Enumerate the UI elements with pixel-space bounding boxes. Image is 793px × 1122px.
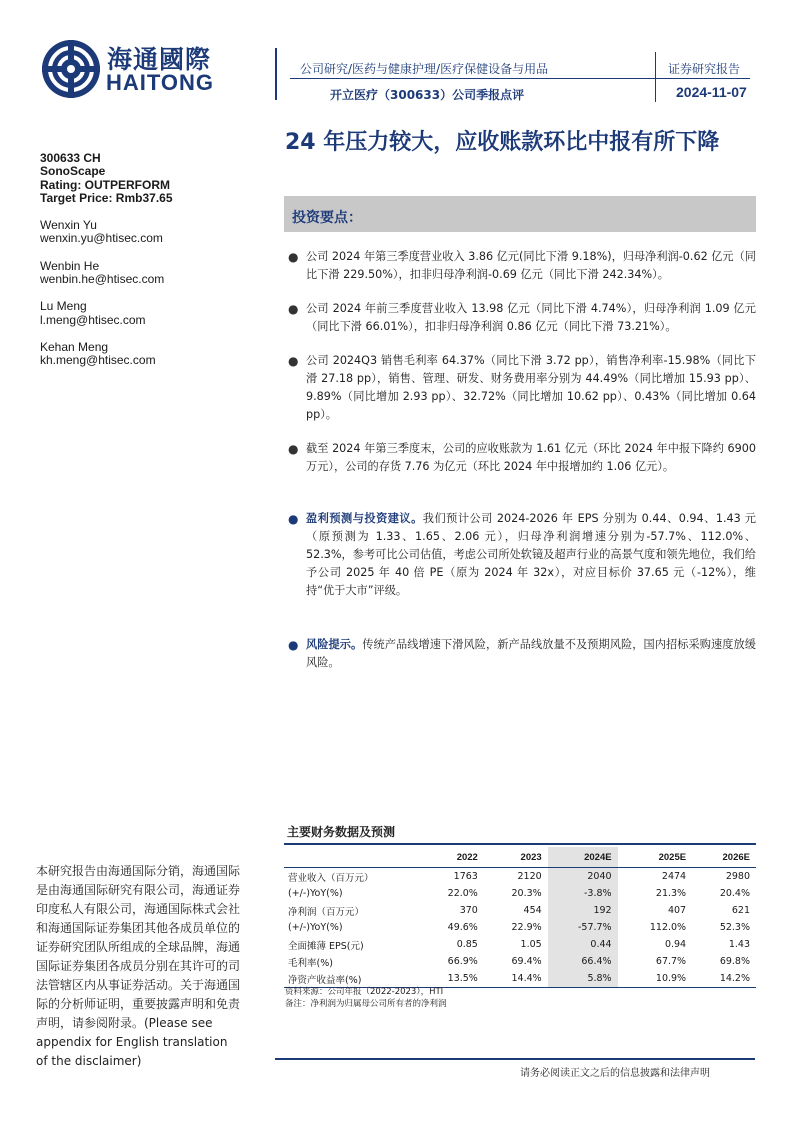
table-cell: 2474	[661, 871, 687, 882]
row-label: (+/-)YoY(%)	[288, 922, 343, 933]
analyst-name: Kehan Meng	[40, 339, 109, 354]
column-header: 2023	[484, 847, 548, 868]
key-points-label: 投资要点：	[292, 210, 362, 226]
table-cell: 20.3%	[511, 888, 542, 899]
list-item	[286, 352, 756, 424]
logo-text-cn: 海通國際	[107, 45, 212, 74]
row-label: 净利润（百万元）	[288, 906, 365, 918]
risk-item	[286, 636, 756, 672]
table-cell: 2040	[548, 868, 618, 886]
table-cell: 192	[548, 902, 618, 919]
list-item	[286, 248, 756, 284]
bullet-text: 截至 2024 年第三季度末，公司的应收账款为 1.61 亿元（环比 2024 年中报下降约 6900 万元），公司的存货 7.76 为亿元（环比 2024 年中报增加约 1.06 亿元）。	[306, 442, 756, 473]
column-header: 2022	[420, 847, 484, 868]
stock-name: SonoScape	[40, 164, 106, 179]
analyst-entry	[40, 341, 240, 368]
column-header: 2025E	[618, 847, 693, 868]
header-rule	[290, 78, 750, 79]
risk-lead: 风险提示。	[306, 638, 363, 651]
financial-table-rule	[284, 843, 756, 845]
analyst-email[interactable]: wenxin.yu@htisec.com	[40, 231, 163, 246]
table-cell: 67.7%	[655, 956, 687, 967]
risk-text: 传统产品线增速下滑风险，新产品线放量不及预期风险，国内招标采购速度放缓风险。	[306, 638, 756, 669]
row-label: 全面摊薄 EPS(元)	[288, 940, 364, 952]
table-source: 资料来源：公司年报（2022-2023），HTI	[285, 987, 444, 997]
key-points-list	[286, 248, 756, 672]
footer-rule	[275, 1058, 755, 1060]
report-date: 2024-11-07	[676, 84, 747, 100]
analyst-entry	[40, 219, 240, 246]
row-label: 营业收入（百万元）	[288, 872, 374, 884]
row-label: 净资产收益率(%)	[284, 970, 420, 988]
table-cell: 0.94	[664, 939, 687, 950]
header-divider-right	[655, 52, 656, 102]
table-cell: 5.8%	[548, 970, 618, 988]
analyst-name: Wenbin He	[40, 258, 100, 273]
financial-table	[284, 847, 756, 988]
table-cell: -57.7%	[548, 919, 618, 936]
analyst-email[interactable]: l.meng@htisec.com	[40, 312, 146, 327]
table-cell: 621	[731, 905, 750, 916]
column-header: 2026E	[692, 847, 756, 868]
table-cell: 69.4%	[511, 956, 542, 967]
stock-code: 300633 CH	[40, 151, 101, 165]
table-cell: 370	[459, 905, 478, 916]
table-cell: 0.85	[456, 939, 478, 950]
table-cell: 112.0%	[649, 922, 687, 933]
table-cell: 2980	[725, 871, 750, 882]
bullet-icon: ●	[288, 638, 299, 652]
analyst-email[interactable]: wenbin.he@htisec.com	[40, 272, 165, 287]
column-header: 2024E	[548, 847, 618, 868]
table-cell: 1763	[453, 871, 478, 882]
analyst-email[interactable]: kh.meng@htisec.com	[40, 353, 156, 368]
table-row	[284, 919, 756, 936]
bullet-text: 公司 2024Q3 销售毛利率 64.37%（同比下滑 3.72 pp），销售净利率-15.98%（同比下滑 27.18 pp），销售、管理、研发、财务费用率分别为 44.49%（同比增加 15.93 pp）、9.89%（同比增加 2.93 pp）、32.72%（同比增加 10.62 pp）、0.43%（同比增加 0.64 pp）。	[306, 354, 756, 421]
haitong-logo-icon	[40, 38, 102, 100]
header-divider	[275, 48, 277, 100]
bullet-icon: ●	[288, 442, 299, 456]
analyst-name: Wenxin Yu	[40, 218, 97, 233]
row-label: (+/-)YoY(%)	[288, 888, 343, 899]
table-cell: 2120	[517, 871, 542, 882]
table-cell: 22.0%	[447, 888, 478, 899]
table-cell: 1.05	[520, 939, 542, 950]
table-cell: 66.4%	[548, 953, 618, 970]
table-row	[284, 902, 756, 919]
column-header	[284, 847, 420, 868]
table-cell: 22.9%	[511, 922, 542, 933]
table-cell: 13.5%	[420, 970, 484, 988]
target-price: Target Price: Rmb37.65	[40, 190, 173, 205]
report-title: 24 年压力较大，应收账款环比中报有所下降	[285, 130, 720, 155]
table-cell: 49.6%	[447, 922, 478, 933]
table-cell: 407	[667, 905, 687, 916]
list-item	[286, 300, 756, 336]
table-cell: -3.8%	[548, 885, 618, 902]
table-row	[284, 953, 756, 970]
footer-notice: 请务必阅读正文之后的信息披露和法律声明	[520, 1068, 710, 1079]
bullet-icon: ●	[288, 250, 299, 264]
table-note: 备注：净利润为归属母公司所有者的净利润	[285, 999, 447, 1009]
list-item	[286, 440, 756, 476]
bullet-icon: ●	[288, 354, 299, 368]
report-category: 公司研究/医药与健康护理/医疗保健设备与用品	[300, 62, 549, 76]
table-cell: 1.43	[728, 939, 750, 950]
analyst-name: Lu Meng	[40, 299, 87, 314]
analyst-entry	[40, 260, 240, 287]
table-cell: 0.44	[548, 936, 618, 953]
bullet-text: 公司 2024 年前三季度营业收入 13.98 亿元（同比下滑 4.74%），归母净利润 1.09 亿元（同比下滑 66.01%），扣非归母净利润 0.86 亿元（同比下滑 73.21%）。	[306, 302, 756, 333]
analyst-entry	[40, 300, 240, 327]
bullet-icon: ●	[288, 302, 299, 316]
table-cell: 21.3%	[655, 888, 687, 899]
table-cell: 10.9%	[618, 970, 693, 988]
table-cell: 14.4%	[484, 970, 548, 988]
table-row	[284, 868, 756, 886]
report-subtitle: 开立医疗（300633）公司季报点评	[330, 88, 525, 102]
stock-info-panel	[40, 152, 240, 368]
forecast-lead: 盈利预测与投资建议。	[306, 512, 423, 525]
distribution-disclaimer: 本研究报告由海通国际分销，海通国际是由海通国际研究有限公司，海通证券印度私人有限公司，海通国际株式会社和海通国际证券集团其他各成员单位的证券研究团队所组成的全球品牌，海通国际证券集团各成员分别在其许可的司法管辖区内从事证券活动。关于海通国际的分析师证明，重要披露声明和免责声明，请参阅附录。(Please see appendix for English translation of the disclaimer)	[36, 864, 241, 1068]
logo-text-en: HAITONG	[106, 70, 215, 95]
table-cell: 454	[523, 905, 542, 916]
bullet-text: 公司 2024 年第三季度营业收入 3.86 亿元(同比下滑 9.18%)，归母净利润-0.62 亿元（同比下滑 229.50%），扣非归母净利润-0.69 亿元（同比下滑 242.34%）。	[306, 250, 756, 281]
table-cell: 66.9%	[447, 956, 478, 967]
table-row	[284, 885, 756, 902]
table-header-row	[284, 847, 756, 868]
stock-rating: Rating: OUTPERFORM	[40, 177, 170, 192]
table-cell: 20.4%	[719, 888, 750, 899]
table-cell: 69.8%	[719, 956, 750, 967]
table-row	[284, 936, 756, 953]
bullet-icon: ●	[288, 512, 299, 526]
financial-table-title: 主要财务数据及预测	[287, 825, 396, 839]
forecast-text: 我们预计公司 2024-2026 年 EPS 分别为 0.44、0.94、1.43 元（原预测为 1.33、1.65、2.06 元），归母净利润增速分别为-57.7%、112.0%、52.3%，参考可比公司估值，考虑公司所处软镜及超声行业的高景气度和领先地位，我们给予公司 2025 年 40 倍 PE（原为 2024 年 32x），对应目标价 37.65 元（-12%），维持“优于大市”评级。	[306, 512, 756, 597]
table-cell: 14.2%	[692, 970, 756, 988]
report-type: 证券研究报告	[668, 62, 741, 76]
row-label: 毛利率(%)	[288, 957, 333, 969]
table-cell: 52.3%	[719, 922, 750, 933]
forecast-item	[286, 510, 756, 600]
